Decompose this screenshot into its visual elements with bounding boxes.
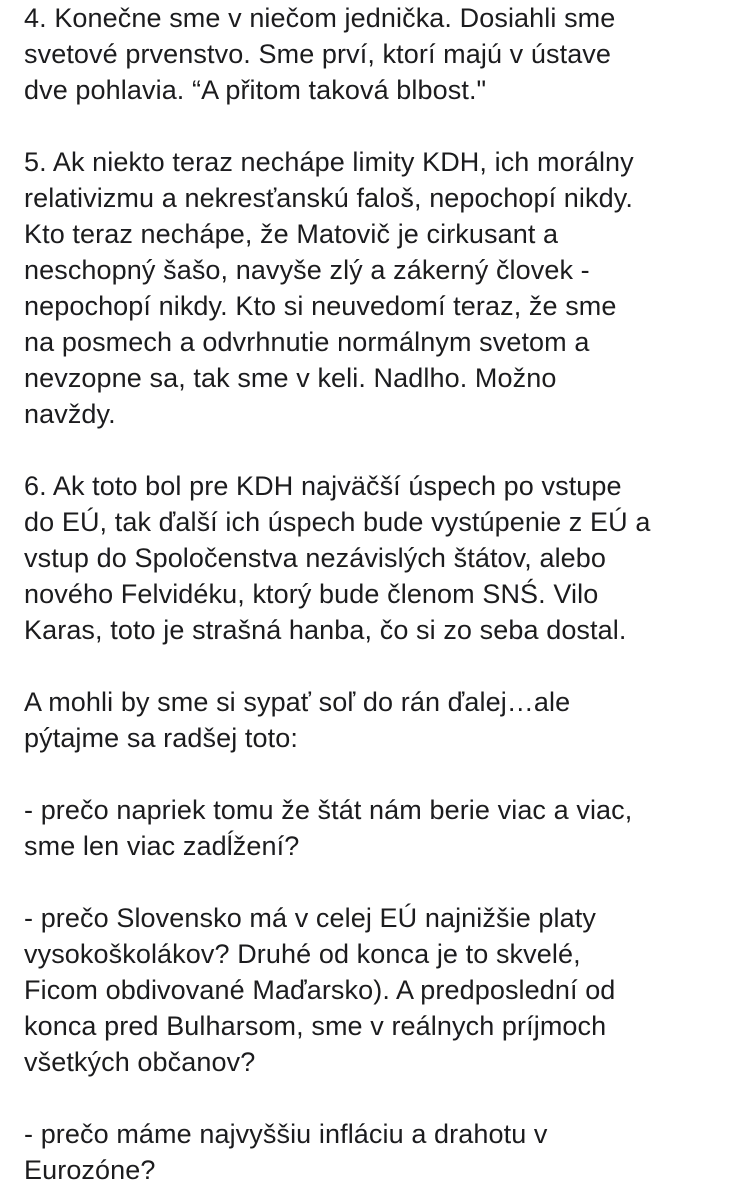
- paragraph-gap: [24, 108, 736, 144]
- text-line: - prečo máme najvyššiu infláciu a drahotu v: [24, 1119, 548, 1149]
- text-line: konca pred Bulharsom, sme v reálnych príjmoch: [24, 1011, 607, 1041]
- text-line: nového Felvidéku, ktorý bude členom SNŚ. Vilo: [24, 579, 599, 609]
- text-line: vysokoškolákov? Druhé od konca je to skvelé,: [24, 939, 581, 969]
- text-line: nepochopí nikdy. Kto si neuvedomí teraz, že sme: [24, 291, 617, 321]
- paragraph-gap: [24, 1080, 736, 1116]
- text-line: - prečo napriek tomu že štát nám berie viac a viac,: [24, 795, 633, 825]
- text-line: neschopný šašo, navyše zlý a zákerný človek -: [24, 255, 590, 285]
- paragraph-gap: [24, 864, 736, 900]
- text-line: navždy.: [24, 399, 116, 429]
- text-line: dve pohlavia. “A přitom taková blbost.": [24, 75, 487, 105]
- text-line: všetkých občanov?: [24, 1047, 256, 1077]
- text-line: 6. Ak toto bol pre KDH najväčší úspech po vstupe: [24, 471, 622, 501]
- text-line: Ficom obdivované Maďarsko). A predposlední od: [24, 975, 616, 1005]
- text-line: na posmech a odvrhnutie normálnym svetom a: [24, 327, 590, 357]
- post-text: [24, 0, 736, 1188]
- paragraph-gap: [24, 756, 736, 792]
- text-line: svetové prvenstvo. Sme prví, ktorí majú v ústave: [24, 39, 612, 69]
- text-line: vstup do Spoločenstva nezávislých štátov, alebo: [24, 543, 607, 573]
- text-line: 4. Konečne sme v niečom jednička. Dosiahli sme: [24, 3, 616, 33]
- text-line: sme len viac zadĺžení?: [24, 831, 300, 861]
- text-line: pýtajme sa radšej toto:: [24, 723, 298, 753]
- text-line: do EÚ, tak ďalší ich úspech bude vystúpenie z EÚ a: [24, 507, 651, 537]
- text-line: nevzopne sa, tak sme v keli. Nadlho. Možno: [24, 363, 557, 393]
- paragraph-gap: [24, 432, 736, 468]
- text-line: A mohli by sme si sypať soľ do rán ďalej…ale: [24, 687, 571, 717]
- paragraph-gap: [24, 648, 736, 684]
- text-line: Eurozóne?: [24, 1155, 156, 1185]
- text-line: Karas, toto je strašná hanba, čo si zo seba dostal.: [24, 615, 627, 645]
- text-line: 5. Ak niekto teraz nechápe limity KDH, ich morálny: [24, 147, 634, 177]
- text-line: - prečo Slovensko má v celej EÚ najnižšie platy: [24, 903, 596, 933]
- text-line: Kto teraz nechápe, že Matovič je cirkusant a: [24, 219, 559, 249]
- text-line: relativizmu a nekresťanskú faloš, nepochopí nikdy.: [24, 183, 633, 213]
